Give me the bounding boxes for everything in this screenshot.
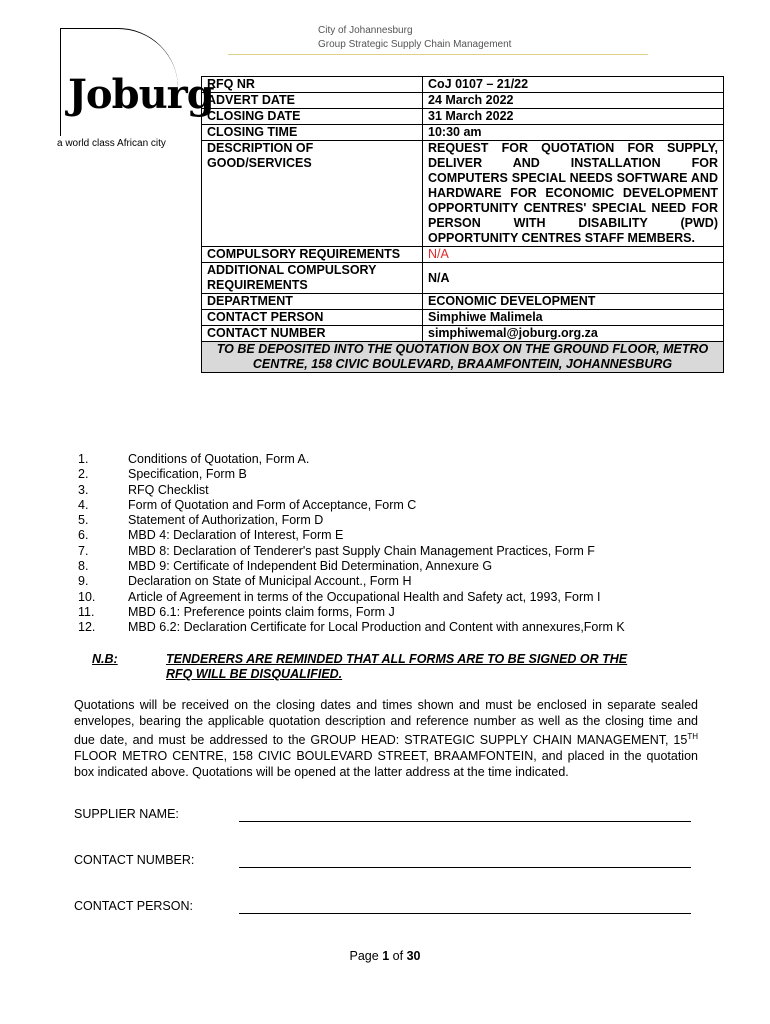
supplier-name-label: SUPPLIER NAME: [74, 807, 179, 821]
list-item-number: 2. [78, 467, 89, 482]
page-footer [0, 949, 770, 963]
compulsory-requirements-label: COMPULSORY REQUIREMENTS [202, 247, 423, 263]
advert-date-label: ADVERT DATE [202, 93, 423, 109]
list-item-number: 6. [78, 528, 89, 543]
closing-date-value: 31 March 2022 [423, 109, 724, 125]
closing-date-label: CLOSING DATE [202, 109, 423, 125]
closing-time-label: CLOSING TIME [202, 125, 423, 141]
header-rule [228, 54, 648, 55]
list-item-text: MBD 8: Declaration of Tenderer's past Supply Chain Management Practices, Form F [128, 543, 595, 558]
list-item [78, 620, 625, 635]
logo-wordmark: Joburg [68, 71, 214, 118]
contact-person-label: CONTACT PERSON [202, 310, 423, 326]
contact-number-field-label: CONTACT NUMBER: [74, 853, 195, 867]
table-row [202, 326, 724, 342]
joburg-logo [60, 28, 214, 138]
list-item-text: MBD 9: Certificate of Independent Bid Determination, Annexure G [128, 559, 493, 574]
page-word: Page [349, 949, 379, 963]
list-item [78, 498, 625, 513]
compulsory-requirements-value: N/A [423, 247, 724, 263]
contact-number-label: CONTACT NUMBER [202, 326, 423, 342]
nb-text: TENDERERS ARE REMINDED THAT ALL FORMS ARE TO BE SIGNED OR THE RFQ WILL BE DISQUALIFIED. [166, 652, 628, 681]
list-item [78, 452, 625, 467]
additional-requirements-label: ADDITIONAL COMPULSORY REQUIREMENTS [202, 263, 423, 294]
contact-email-link[interactable]: simphiwemal@joburg.org.za [423, 326, 724, 342]
department-label: DEPARTMENT [202, 294, 423, 310]
nb-label: N.B: [92, 652, 118, 666]
header-line-1: City of Johannesburg [318, 25, 413, 36]
submission-instructions [74, 698, 698, 780]
logo-tagline: a world class African city [57, 138, 166, 149]
list-item [78, 574, 625, 589]
list-item-number: 12. [78, 620, 96, 635]
instructions-text-part-2: FLOOR METRO CENTRE, 158 CIVIC BOULEVARD STREET, BRAAMFONTEIN, and placed in the quotation box indicated above. Quotations will be opened at the latter address at the time indicated. [74, 748, 698, 779]
page-number: 1 [382, 949, 390, 963]
table-row [202, 93, 724, 109]
additional-requirements-value: N/A [423, 263, 724, 294]
list-item-number: 7. [78, 543, 89, 558]
page-total: 30 [406, 949, 421, 963]
list-item [78, 590, 625, 605]
list-item-number: 10. [78, 589, 96, 604]
contact-number-field [74, 853, 194, 867]
list-item-text: Conditions of Quotation, Form A. [128, 452, 310, 466]
list-item-number: 3. [78, 482, 89, 497]
list-item [78, 544, 625, 559]
list-item-number: 1. [78, 452, 89, 466]
list-item-number: 8. [78, 559, 89, 574]
contact-person-field [74, 899, 193, 913]
list-item-text: Article of Agreement in terms of the Occupational Health and Safety act, 1993, Form I [128, 589, 601, 604]
list-item [78, 605, 625, 620]
list-item [78, 513, 625, 528]
list-item-text: MBD 4: Declaration of Interest, Form E [128, 528, 344, 543]
list-item [78, 528, 625, 543]
list-item-text: MBD 6.2: Declaration Certificate for Local Production and Content with annexures,Form K [128, 620, 625, 635]
contact-person-field-label: CONTACT PERSON: [74, 899, 193, 913]
list-item-text: RFQ Checklist [128, 482, 209, 497]
table-row [202, 310, 724, 326]
of-word: of [392, 949, 404, 963]
rfq-nr-label: RFQ NR [202, 77, 423, 93]
advert-date-value: 24 March 2022 [423, 93, 724, 109]
list-item-text: Declaration on State of Municipal Account., Form H [128, 574, 412, 589]
contact-number-blank[interactable] [239, 853, 691, 868]
closing-time-value: 10:30 am [423, 125, 724, 141]
supplier-name-field [74, 807, 179, 821]
list-item-number: 5. [78, 513, 89, 528]
rfq-nr-value: CoJ 0107 – 21/22 [423, 77, 724, 93]
list-item-text: MBD 6.1: Preference points claim forms, Form J [128, 604, 395, 619]
description-label: DESCRIPTION OF GOOD/SERVICES [202, 141, 423, 247]
table-row [202, 109, 724, 125]
table-row [202, 141, 724, 247]
table-row [202, 77, 724, 93]
table-row [202, 294, 724, 310]
rfq-details-table [201, 76, 724, 373]
list-item-text: Statement of Authorization, Form D [128, 513, 324, 528]
instructions-text-part-1: Quotations will be received on the closing dates and times shown and must be enclosed in separate sealed envelopes, bearing the applicable quotation description and reference number as well as the closing time and due date, and must be addressed to the GROUP HEAD: STRATEGIC SUPPLY CHAIN MANAGEMENT, 15 [74, 698, 698, 748]
header-line-2: Group Strategic Supply Chain Management [318, 39, 512, 50]
table-row [202, 263, 724, 294]
list-item-number: 9. [78, 574, 89, 589]
table-row [202, 342, 724, 373]
deposit-instructions: TO BE DEPOSITED INTO THE QUOTATION BOX ON THE GROUND FLOOR, METRO CENTRE, 158 CIVIC BOULEVARD, BRAAMFONTEIN, JOHANNESBURG [202, 342, 724, 373]
list-item [78, 467, 625, 482]
instructions-superscript: TH [687, 732, 698, 742]
contact-person-blank[interactable] [239, 899, 691, 914]
list-item-text: Form of Quotation and Form of Acceptance, Form C [128, 497, 417, 512]
description-value: REQUEST FOR QUOTATION FOR SUPPLY, DELIVER AND INSTALLATION FOR COMPUTERS SPECIAL NEEDS SOFTWARE AND HARDWARE FOR ECONOMIC DEVELOPMENT OPPORTUNITY CENTRES' SPECIAL NEED FOR PERSON WITH DISABILITY (PWD) OPPORTUNITY CENTRES STAFF MEMBERS. [423, 141, 724, 247]
forms-list [78, 452, 625, 636]
contact-person-value: Simphiwe Malimela [423, 310, 724, 326]
list-item-text: Specification, Form B [128, 467, 247, 482]
list-item [78, 483, 625, 498]
list-item-number: 11. [78, 604, 95, 619]
list-item-number: 4. [78, 497, 89, 512]
table-row [202, 247, 724, 263]
department-value: ECONOMIC DEVELOPMENT [423, 294, 724, 310]
supplier-name-blank[interactable] [239, 807, 691, 822]
table-row [202, 125, 724, 141]
list-item [78, 559, 625, 574]
